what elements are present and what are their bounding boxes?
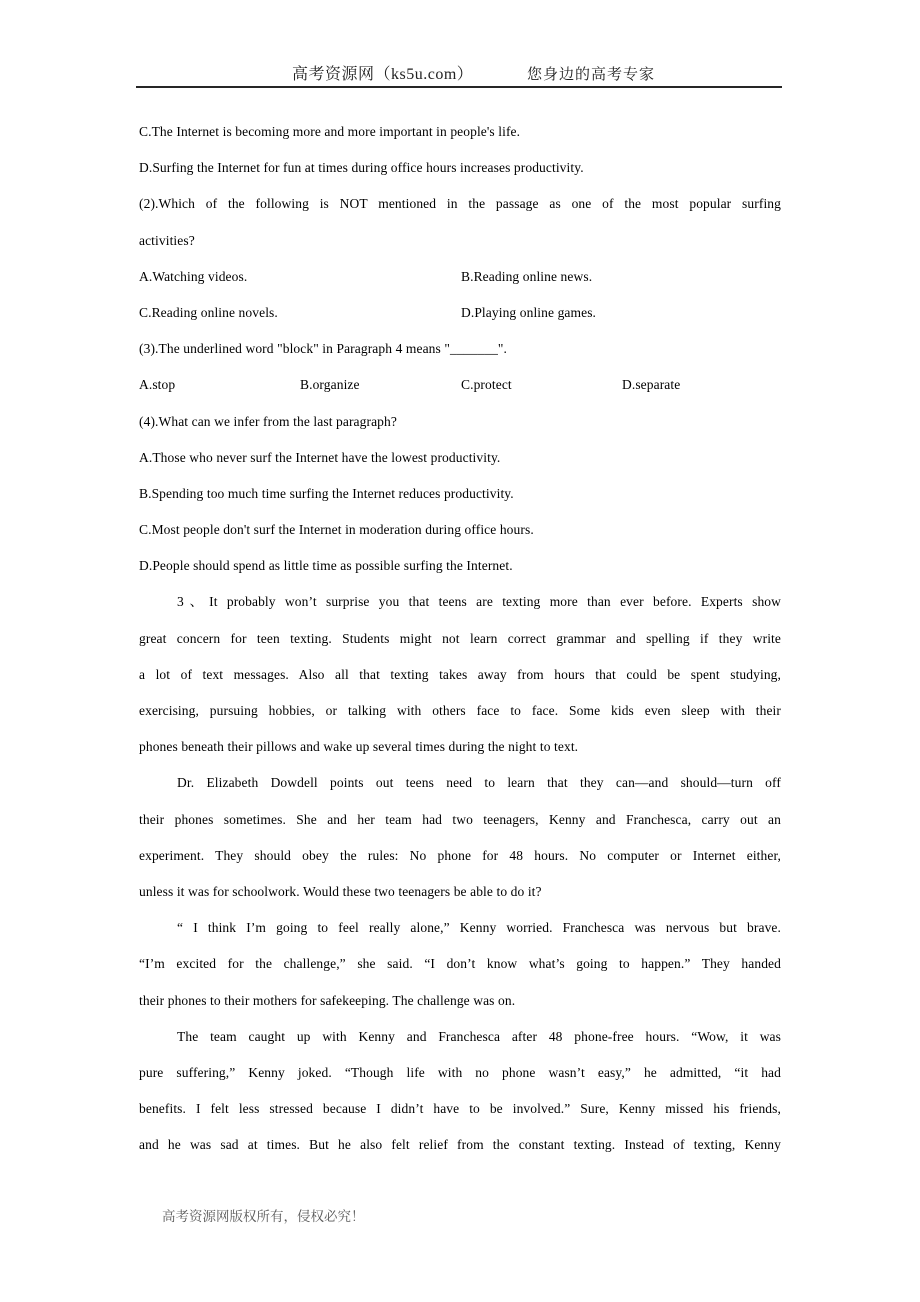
header-rule (136, 86, 782, 88)
text-line: “I’m excited for the challenge,” she said. “I don’t know what’s going to happen.” They handed (139, 956, 781, 972)
text-line: benefits. I felt less stressed because I didn’t have to be involved.” Sure, Kenny missed his friends, (139, 1101, 781, 1117)
option-item: C.Reading online novels. (139, 304, 278, 320)
option-item: B.Reading online news. (461, 268, 593, 284)
text-line: Dr. Elizabeth Dowdell points out teens need to learn that they can—and should—turn off (177, 775, 781, 791)
text-line: their phones sometimes. She and her team had two teenagers, Kenny and Franchesca, carry out an (139, 811, 781, 827)
option-row (139, 259, 781, 295)
option-item: D.Playing online games. (461, 304, 597, 320)
footer-copyright: 高考资源网版权所有，侵权必究！ (162, 1209, 365, 1224)
document-body (139, 114, 781, 1163)
text-line: activities? (139, 232, 195, 248)
text-line: exercising, pursuing hobbies, or talking with others face to face. Some kids even sleep with their (139, 703, 781, 718)
text-line: experiment. They should obey the rules: No phone for 48 hours. No computer or Internet either, (139, 847, 781, 863)
option-item: D.separate (622, 377, 681, 393)
option-row (139, 367, 781, 403)
text-line: a lot of text messages. Also all that texting takes away from hours that could be spent studying, (139, 666, 781, 682)
text-line: A.Those who never surf the Internet have the lowest productivity. (139, 449, 501, 465)
text-line: (3).The underlined word "block" in Paragraph 4 means "_______". (139, 341, 508, 357)
option-item: A.Watching videos. (139, 268, 248, 284)
text-line: great concern for teen texting. Students might not learn correct grammar and spelling if they write (139, 630, 781, 646)
text-line: unless it was for schoolwork. Would these two teenagers be able to do it? (139, 883, 542, 899)
option-row (139, 295, 781, 331)
header-slogan: 您身边的高考专家 (527, 67, 656, 83)
option-item: C.protect (461, 377, 512, 393)
text-line: “ I think I’m going to feel really alone,” Kenny worried. Franchesca was nervous but brave. (177, 920, 781, 936)
text-line: C.Most people don't surf the Internet in moderation during office hours. (139, 522, 534, 538)
header-site-title: 高考资源网（ks5u.com） (292, 66, 474, 83)
text-line: and he was sad at times. But he also felt relief from the constant texting. Instead of texting, Kenny (139, 1137, 781, 1153)
text-line: B.Spending too much time surfing the Internet reduces productivity. (139, 485, 514, 501)
text-line: (4).What can we infer from the last paragraph? (139, 413, 397, 429)
text-line: phones beneath their pillows and wake up several times during the night to text. (139, 739, 579, 755)
text-line: D.Surfing the Internet for fun at times during office hours increases productivity. (139, 160, 584, 176)
text-line: pure suffering,” Kenny joked. “Though life with no phone wasn’t easy,” he admitted, “it had (139, 1064, 781, 1080)
text-line: 3、It probably won’t surprise you that teens are texting more than ever before. Experts show (177, 594, 781, 610)
text-line: C.The Internet is becoming more and more important in people's life. (139, 124, 521, 139)
text-line: D.People should spend as little time as possible surfing the Internet. (139, 558, 513, 574)
option-item: B.organize (300, 377, 360, 393)
text-line: their phones to their mothers for safekeeping. The challenge was on. (139, 992, 516, 1008)
text-line: (2).Which of the following is NOT mentioned in the passage as one of the most popular surfing (139, 196, 781, 212)
text-line: The team caught up with Kenny and Franchesca after 48 phone-free hours. “Wow, it was (177, 1028, 781, 1044)
option-item: A.stop (139, 377, 176, 393)
